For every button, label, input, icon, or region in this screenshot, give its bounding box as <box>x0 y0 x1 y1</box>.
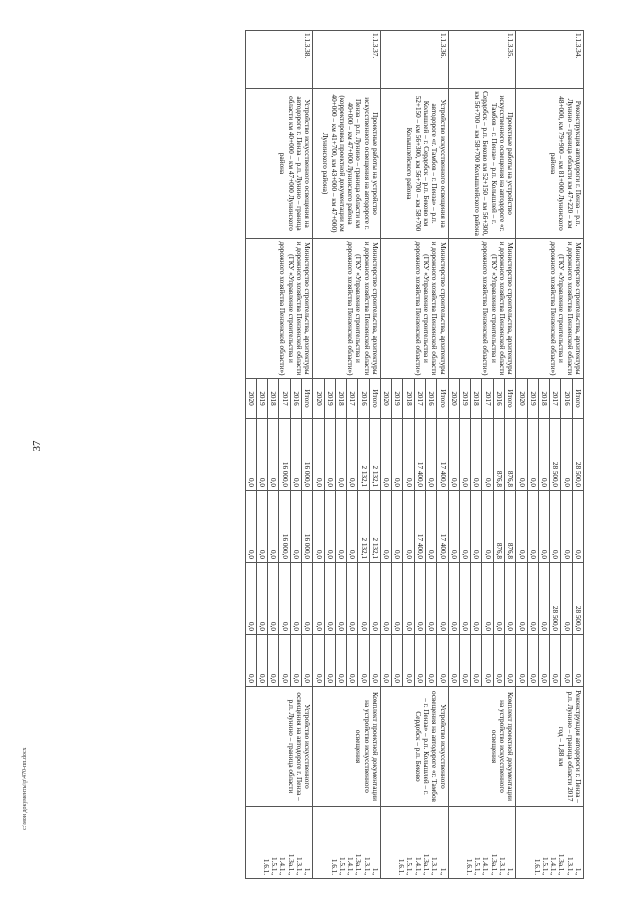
amount-cell: 0,0 <box>392 419 403 491</box>
indicator-item: 1.4.1., <box>481 857 490 875</box>
indicator-item: 1.3а.1., <box>354 853 363 875</box>
year-cell: 2018 <box>471 379 482 419</box>
amount-cell: 876,8 <box>505 491 516 563</box>
amount-cell: 0,0 <box>516 419 527 491</box>
activity-result: Комплект проектной документации на устройство искусственного освещения <box>448 687 516 807</box>
amount-cell: 876,8 <box>505 419 516 491</box>
amount-cell: 0,0 <box>403 563 414 635</box>
amount-cell: 0,0 <box>392 635 403 687</box>
table-row <box>369 31 380 879</box>
amount-cell: 0,0 <box>279 563 290 635</box>
amount-cell: 0,0 <box>369 563 380 635</box>
amount-cell: 0,0 <box>482 491 493 563</box>
amount-cell: 0,0 <box>380 419 391 491</box>
year-cell: 2017 <box>347 379 358 419</box>
year-cell: Итого <box>572 379 583 419</box>
year-cell: 2019 <box>324 379 335 419</box>
amount-cell: 0,0 <box>380 491 391 563</box>
amount-cell: 0,0 <box>301 635 312 687</box>
activity-name: Проектные работы на устройство искусственного освещения на автодороге г. Пенза – р.п. Лунино – граница области км 40+000 – км 47+000 Лунинского района (корректировка проектной документации км 40+000 – км 41+700, км 43+000 – км 47+000) Лунинского района) <box>313 89 381 239</box>
amount-cell: 0,0 <box>426 419 437 491</box>
year-cell: 2016 <box>426 379 437 419</box>
year-cell: 2019 <box>527 379 538 419</box>
amount-cell: 0,0 <box>471 419 482 491</box>
indicator-item: 1.3.1., <box>430 857 439 875</box>
activity-name: Проектные работы на устройство искусственного освещения на автодороге «г. Тамбов – г. Пенза» – р.п. Колышлей – г. Сердобск – р.п. Бековo км 52+150 – км 56+300, км 56+700 – км 58+700 Колышлейского района <box>448 89 516 239</box>
amount-cell: 0,0 <box>268 635 279 687</box>
year-cell: 2018 <box>335 379 346 419</box>
amount-cell: 0,0 <box>448 563 459 635</box>
year-cell: 2018 <box>268 379 279 419</box>
amount-cell: 0,0 <box>290 419 301 491</box>
amount-cell: 0,0 <box>426 635 437 687</box>
amount-cell: 0,0 <box>414 563 425 635</box>
amount-cell: 0,0 <box>256 635 267 687</box>
amount-cell: 0,0 <box>313 491 324 563</box>
indicator-item: 1.4.1., <box>278 857 287 875</box>
year-cell: 2016 <box>561 379 572 419</box>
table-row <box>437 31 448 879</box>
amount-cell: 0,0 <box>516 491 527 563</box>
amount-cell: 0,0 <box>324 419 335 491</box>
activity-code: 1.1.3.36. <box>380 31 448 89</box>
amount-cell: 16 000,0 <box>279 419 290 491</box>
year-cell: 2017 <box>279 379 290 419</box>
amount-cell: 0,0 <box>572 635 583 687</box>
amount-cell: 0,0 <box>347 563 358 635</box>
page-number: 37 <box>31 440 43 452</box>
amount-cell: 0,0 <box>313 635 324 687</box>
indicator-item: 1.5.1., <box>270 857 279 875</box>
amount-cell: 0,0 <box>448 491 459 563</box>
amount-cell: 0,0 <box>245 563 256 635</box>
indicator-item: 1.3.1., <box>498 857 507 875</box>
amount-cell: 0,0 <box>527 491 538 563</box>
amount-cell: 0,0 <box>335 491 346 563</box>
year-cell: Итого <box>505 379 516 419</box>
year-cell: 2019 <box>256 379 267 419</box>
indicator-item: 1.6.1. <box>261 858 270 875</box>
amount-cell: 28 500,0 <box>550 419 561 491</box>
year-cell: 2019 <box>392 379 403 419</box>
amount-cell: 0,0 <box>505 635 516 687</box>
amount-cell: 0,0 <box>448 635 459 687</box>
year-cell: 2020 <box>380 379 391 419</box>
activity-code: 1.1.3.37. <box>313 31 381 89</box>
amount-cell: 0,0 <box>448 419 459 491</box>
amount-cell: 2 132,1 <box>369 419 380 491</box>
amount-cell: 28 500,0 <box>572 563 583 635</box>
amount-cell: 0,0 <box>392 491 403 563</box>
activity-executor: Министерство строительства, архитектуры и дорожного хозяйства Пензенской области (ГКУ «Управление строительства и дорожного хозяйства Пензенской области») <box>516 239 584 379</box>
amount-cell: 0,0 <box>335 635 346 687</box>
amount-cell: 28 500,0 <box>550 563 561 635</box>
footer-file-path: c:\мои документы\р\470-пп.docx <box>22 747 28 830</box>
amount-cell: 0,0 <box>290 635 301 687</box>
activity-executor: Министерство строительства, архитектуры и дорожного хозяйства Пензенской области (ГКУ «Управление строительства и дорожного хозяйства Пензенской области») <box>380 239 448 379</box>
amount-cell: 0,0 <box>550 491 561 563</box>
amount-cell: 0,0 <box>245 491 256 563</box>
amount-cell: 16 000,0 <box>301 419 312 491</box>
activity-result: Устройство искусственного освещения на автодороге «г. Тамбов – г. Пенза» – р.п. Колышлей – г. Сердобск – р.п. Бековo <box>380 687 448 807</box>
amount-cell: 0,0 <box>392 563 403 635</box>
amount-cell: 2 132,1 <box>358 491 369 563</box>
activity-name: Устройство искусственного освещения на автодороге г. Пенза – р.п. Лунино – граница области км 40+000 – км 47+000 Лунинского района <box>245 89 313 239</box>
amount-cell: 0,0 <box>380 635 391 687</box>
year-cell: Итого <box>437 379 448 419</box>
amount-cell: 2 132,1 <box>358 419 369 491</box>
amount-cell: 0,0 <box>426 563 437 635</box>
amount-cell: 0,0 <box>324 491 335 563</box>
amount-cell: 0,0 <box>505 563 516 635</box>
activity-executor: Министерство строительства, архитектуры и дорожного хозяйства Пензенской области (ГКУ «Управление строительства и дорожного хозяйства Пензенской области») <box>313 239 381 379</box>
indicator-list <box>313 807 381 879</box>
amount-cell: 0,0 <box>335 419 346 491</box>
indicator-list <box>448 807 516 879</box>
amount-cell: 0,0 <box>561 419 572 491</box>
amount-cell: 0,0 <box>527 635 538 687</box>
amount-cell: 0,0 <box>256 563 267 635</box>
indicator-item: 1., <box>574 867 582 875</box>
amount-cell: 0,0 <box>471 635 482 687</box>
amount-cell: 0,0 <box>493 635 504 687</box>
activity-code: 1.1.3.34. <box>516 31 584 89</box>
amount-cell: 0,0 <box>403 491 414 563</box>
amount-cell: 0,0 <box>358 563 369 635</box>
year-cell: 2020 <box>245 379 256 419</box>
indicator-item: 1.3а.1., <box>489 853 498 875</box>
amount-cell: 0,0 <box>572 491 583 563</box>
amount-cell: 0,0 <box>459 419 470 491</box>
year-cell: 2016 <box>493 379 504 419</box>
amount-cell: 0,0 <box>538 563 549 635</box>
activity-name: Устройство искусственного освещения на автодороге «г. Тамбов – г. Пенза» – р.п. Колышлей – г. Сердобск – р.п. Бековo км 52+150 – км 56+300, км 56+700 – км 58+700 Колышлейского района <box>380 89 448 239</box>
year-cell: 2018 <box>538 379 549 419</box>
indicator-list <box>245 807 313 879</box>
amount-cell: 0,0 <box>380 563 391 635</box>
table-row <box>572 31 583 879</box>
amount-cell: 0,0 <box>459 563 470 635</box>
amount-cell: 0,0 <box>538 635 549 687</box>
year-cell: Итого <box>369 379 380 419</box>
amount-cell: 0,0 <box>347 635 358 687</box>
amount-cell: 0,0 <box>245 419 256 491</box>
amount-cell: 28 500,0 <box>572 419 583 491</box>
year-cell: 2020 <box>516 379 527 419</box>
activity-name: Реконструкция автодороги г. Пенза – р.п. Лунино – граница области км 47+220 – км 48+000, км 79+900 – км 81+000 Лунинского района <box>516 89 584 239</box>
activity-executor: Министерство строительства, архитектуры и дорожного хозяйства Пензенской области (ГКУ «Управление строительства и дорожного хозяйства Пензенской области») <box>448 239 516 379</box>
amount-cell: 876,8 <box>493 419 504 491</box>
amount-cell: 0,0 <box>403 419 414 491</box>
indicator-item: 1., <box>506 867 515 875</box>
amount-cell: 0,0 <box>256 491 267 563</box>
indicator-item: 1.4.1., <box>346 857 355 875</box>
amount-cell: 0,0 <box>459 491 470 563</box>
amount-cell: 0,0 <box>347 419 358 491</box>
amount-cell: 0,0 <box>301 563 312 635</box>
indicator-item: 1.4.1., <box>549 857 558 875</box>
indicator-item: 1.6.1. <box>329 858 338 875</box>
amount-cell: 0,0 <box>527 419 538 491</box>
indicator-item: 1.3.1., <box>362 857 371 875</box>
amount-cell: 0,0 <box>313 563 324 635</box>
amount-cell: 17 400,0 <box>437 491 448 563</box>
amount-cell: 16 000,0 <box>279 491 290 563</box>
amount-cell: 0,0 <box>482 563 493 635</box>
amount-cell: 0,0 <box>290 563 301 635</box>
amount-cell: 0,0 <box>561 635 572 687</box>
amount-cell: 0,0 <box>516 563 527 635</box>
amount-cell: 0,0 <box>561 491 572 563</box>
amount-cell: 0,0 <box>482 635 493 687</box>
amount-cell: 0,0 <box>538 491 549 563</box>
indicator-item: 1., <box>303 867 312 875</box>
amount-cell: 2 132,1 <box>369 491 380 563</box>
year-cell: 2020 <box>313 379 324 419</box>
year-cell: 2018 <box>403 379 414 419</box>
amount-cell: 0,0 <box>279 635 290 687</box>
amount-cell: 0,0 <box>347 491 358 563</box>
indicator-item: 1.3а.1., <box>286 853 295 875</box>
year-cell: 2017 <box>482 379 493 419</box>
amount-cell: 17 400,0 <box>414 491 425 563</box>
amount-cell: 0,0 <box>527 563 538 635</box>
amount-cell: 0,0 <box>335 563 346 635</box>
activity-result: Комплект проектной документации на устройство искусственного освещения <box>313 687 381 807</box>
indicator-item: 1.5.1., <box>540 857 549 875</box>
amount-cell: 0,0 <box>459 635 470 687</box>
amount-cell: 0,0 <box>414 635 425 687</box>
year-cell: 2020 <box>448 379 459 419</box>
indicator-list <box>380 807 448 879</box>
amount-cell: 17 400,0 <box>414 419 425 491</box>
amount-cell: 0,0 <box>324 635 335 687</box>
amount-cell: 0,0 <box>324 563 335 635</box>
amount-cell: 0,0 <box>403 635 414 687</box>
amount-cell: 0,0 <box>358 635 369 687</box>
amount-cell: 0,0 <box>550 635 561 687</box>
activity-result: Реконструкция автодороги г. Пенза – р.п. Лунино – граница области 2017 год – 1,88 км <box>516 687 584 807</box>
amount-cell: 0,0 <box>482 419 493 491</box>
amount-cell: 16 000,0 <box>301 491 312 563</box>
amount-cell: 0,0 <box>369 635 380 687</box>
activity-executor: Министерство строительства, архитектуры и дорожного хозяйства Пензенской области (ГКУ «Управление строительства и дорожного хозяйства Пензенской области») <box>245 239 313 379</box>
amount-cell: 0,0 <box>471 491 482 563</box>
indicator-item: 1., <box>370 867 379 875</box>
year-cell: 2016 <box>358 379 369 419</box>
indicator-item: 1.5.1., <box>405 857 414 875</box>
amount-cell: 0,0 <box>426 491 437 563</box>
table-body <box>245 31 583 879</box>
year-cell: Итого <box>301 379 312 419</box>
amount-cell: 0,0 <box>268 563 279 635</box>
activity-result: Устройство искусственного освещения на автодороге г. Пенза – р.п. Лунино – граница области <box>245 687 313 807</box>
amount-cell: 0,0 <box>268 491 279 563</box>
amount-cell: 0,0 <box>313 419 324 491</box>
indicator-item: 1.4.1., <box>413 857 422 875</box>
activity-code: 1.1.3.38. <box>245 31 313 89</box>
indicator-item: 1.3.1., <box>565 857 574 875</box>
year-cell: 2017 <box>550 379 561 419</box>
amount-cell: 0,0 <box>290 491 301 563</box>
amount-cell: 876,8 <box>493 491 504 563</box>
indicator-item: 1.3.1., <box>294 857 303 875</box>
amount-cell: 0,0 <box>538 419 549 491</box>
activity-code: 1.1.3.35. <box>448 31 516 89</box>
amount-cell: 0,0 <box>561 563 572 635</box>
indicator-item: 1.6.1. <box>397 858 406 875</box>
indicator-item: 1., <box>438 867 447 875</box>
rotated-table-container <box>245 30 584 878</box>
amount-cell: 17 400,0 <box>437 419 448 491</box>
amount-cell: 0,0 <box>245 635 256 687</box>
program-activities-table <box>245 30 584 879</box>
indicator-list <box>516 807 584 879</box>
amount-cell: 0,0 <box>493 563 504 635</box>
amount-cell: 0,0 <box>516 635 527 687</box>
year-cell: 2016 <box>290 379 301 419</box>
indicator-item: 1.6.1. <box>532 858 541 875</box>
year-cell: 2017 <box>414 379 425 419</box>
indicator-item: 1.5.1., <box>337 857 346 875</box>
table-row <box>505 31 516 879</box>
indicator-item: 1.3а.1., <box>557 853 566 875</box>
year-cell: 2019 <box>459 379 470 419</box>
indicator-item: 1.3а.1., <box>422 853 431 875</box>
amount-cell: 0,0 <box>256 419 267 491</box>
indicator-item: 1.5.1., <box>473 857 482 875</box>
indicator-item: 1.6.1. <box>464 858 473 875</box>
table-row <box>301 31 312 879</box>
amount-cell: 0,0 <box>437 635 448 687</box>
amount-cell: 0,0 <box>437 563 448 635</box>
amount-cell: 0,0 <box>471 563 482 635</box>
amount-cell: 0,0 <box>268 419 279 491</box>
